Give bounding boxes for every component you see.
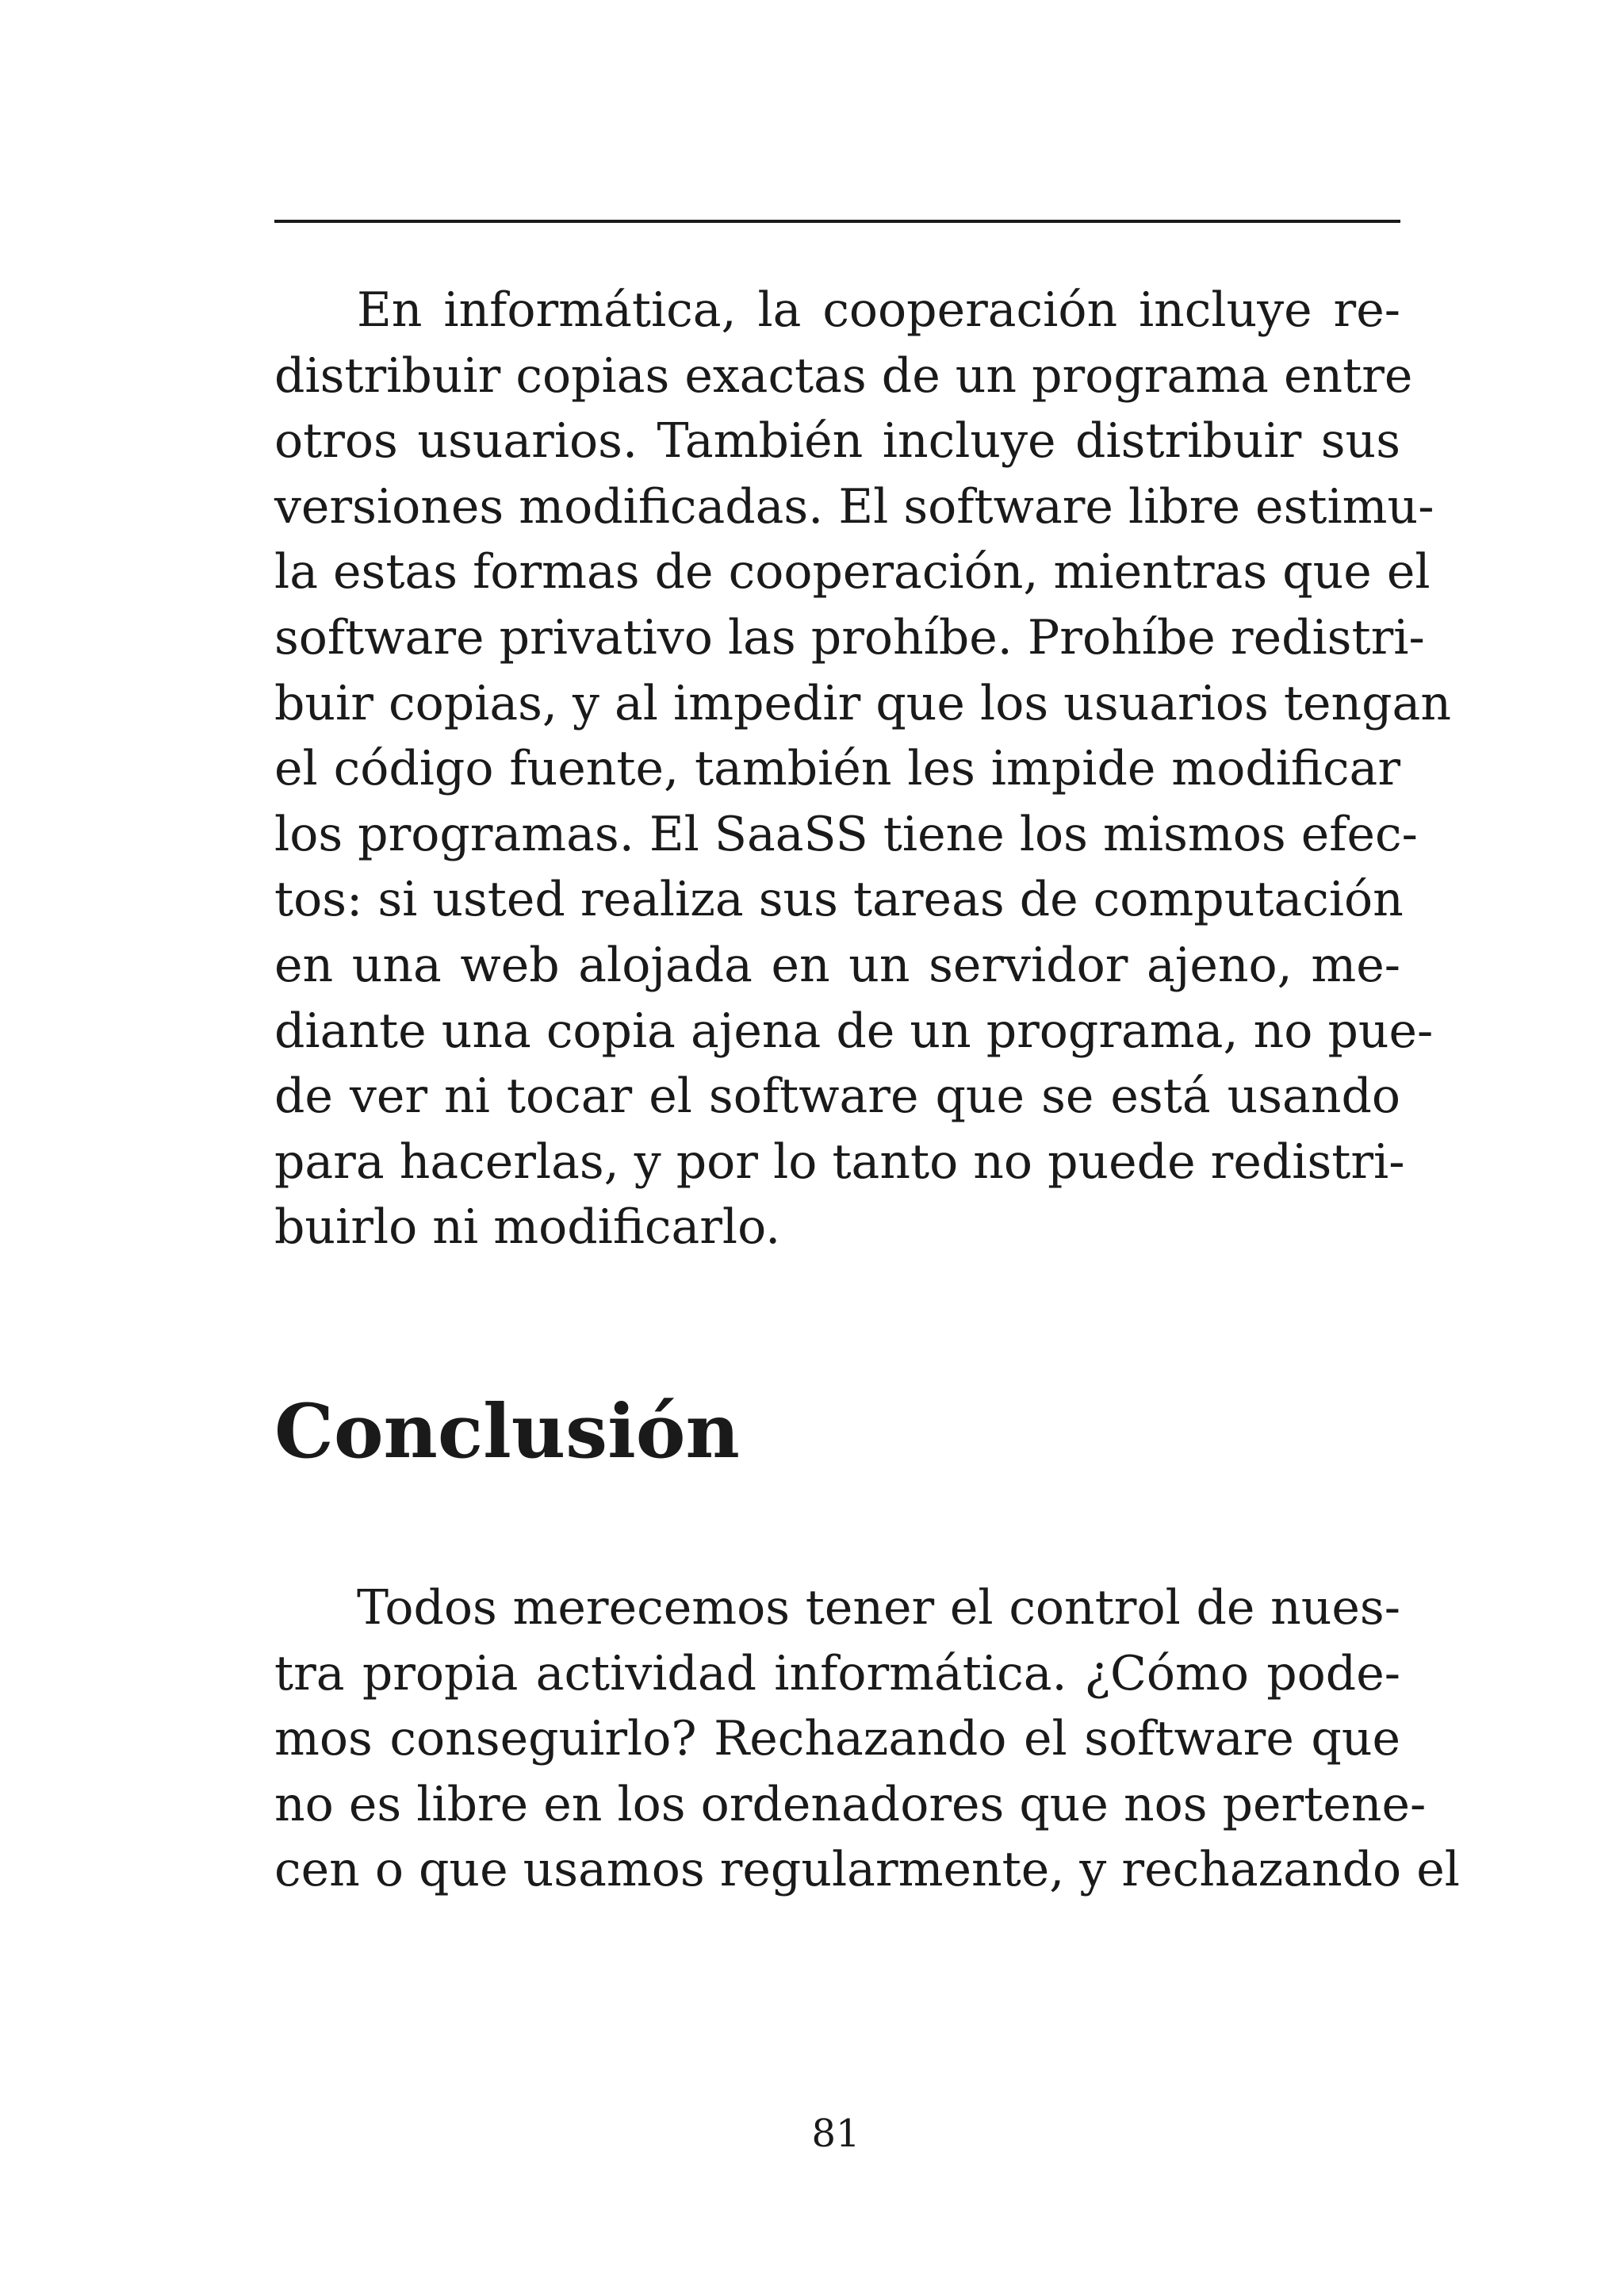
text-line: los programas. El SaaSS tiene los mismos efec- — [274, 806, 1418, 862]
text-line: en una web alojada en un servidor ajeno, me- — [274, 937, 1400, 993]
text-line: tos: si usted realiza sus tareas de computación — [274, 872, 1404, 928]
section-heading: Conclusión — [274, 1388, 740, 1475]
text-line: buir copias, y al impedir que los usuarios tengan — [274, 675, 1451, 731]
body-paragraph-1 — [274, 278, 1451, 1260]
text-line: diante una copia ajena de un programa, no pue- — [274, 1003, 1434, 1059]
text-line: de ver ni tocar el software que se está usando — [274, 1068, 1400, 1125]
text-line: mos conseguirlo? Rechazando el software que — [274, 1711, 1400, 1767]
text-line: En informática, la cooperación incluye re- — [357, 282, 1400, 338]
page-number: 81 — [811, 2112, 860, 2156]
text-line: para hacerlas, y por lo tanto no puede redistri- — [274, 1133, 1405, 1190]
body-paragraph-2 — [274, 1575, 1460, 1903]
text-line: Todos merecemos tener el control de nues- — [357, 1580, 1400, 1636]
text-line: la estas formas de cooperación, mientras que el — [274, 544, 1431, 600]
text-line: tra propia actividad informática. ¿Cómo pode- — [274, 1645, 1400, 1701]
text-line: versiones modificadas. El software libre estimu- — [274, 478, 1434, 535]
text-line: no es libre en los ordenadores que nos pertene- — [274, 1776, 1427, 1832]
top-rule — [274, 220, 1400, 223]
text-line: cen o que usamos regularmente, y rechazando el — [274, 1842, 1460, 1898]
text-line: distribuir copias exactas de un programa entre — [274, 347, 1413, 404]
text-line: otros usuarios. También incluye distribuir sus — [274, 413, 1400, 470]
text-line: software privativo las prohíbe. Prohíbe redistri- — [274, 609, 1425, 666]
text-line: buirlo ni modificarlo. — [274, 1199, 781, 1256]
text-line: el código fuente, también les impide modificar — [274, 741, 1400, 797]
